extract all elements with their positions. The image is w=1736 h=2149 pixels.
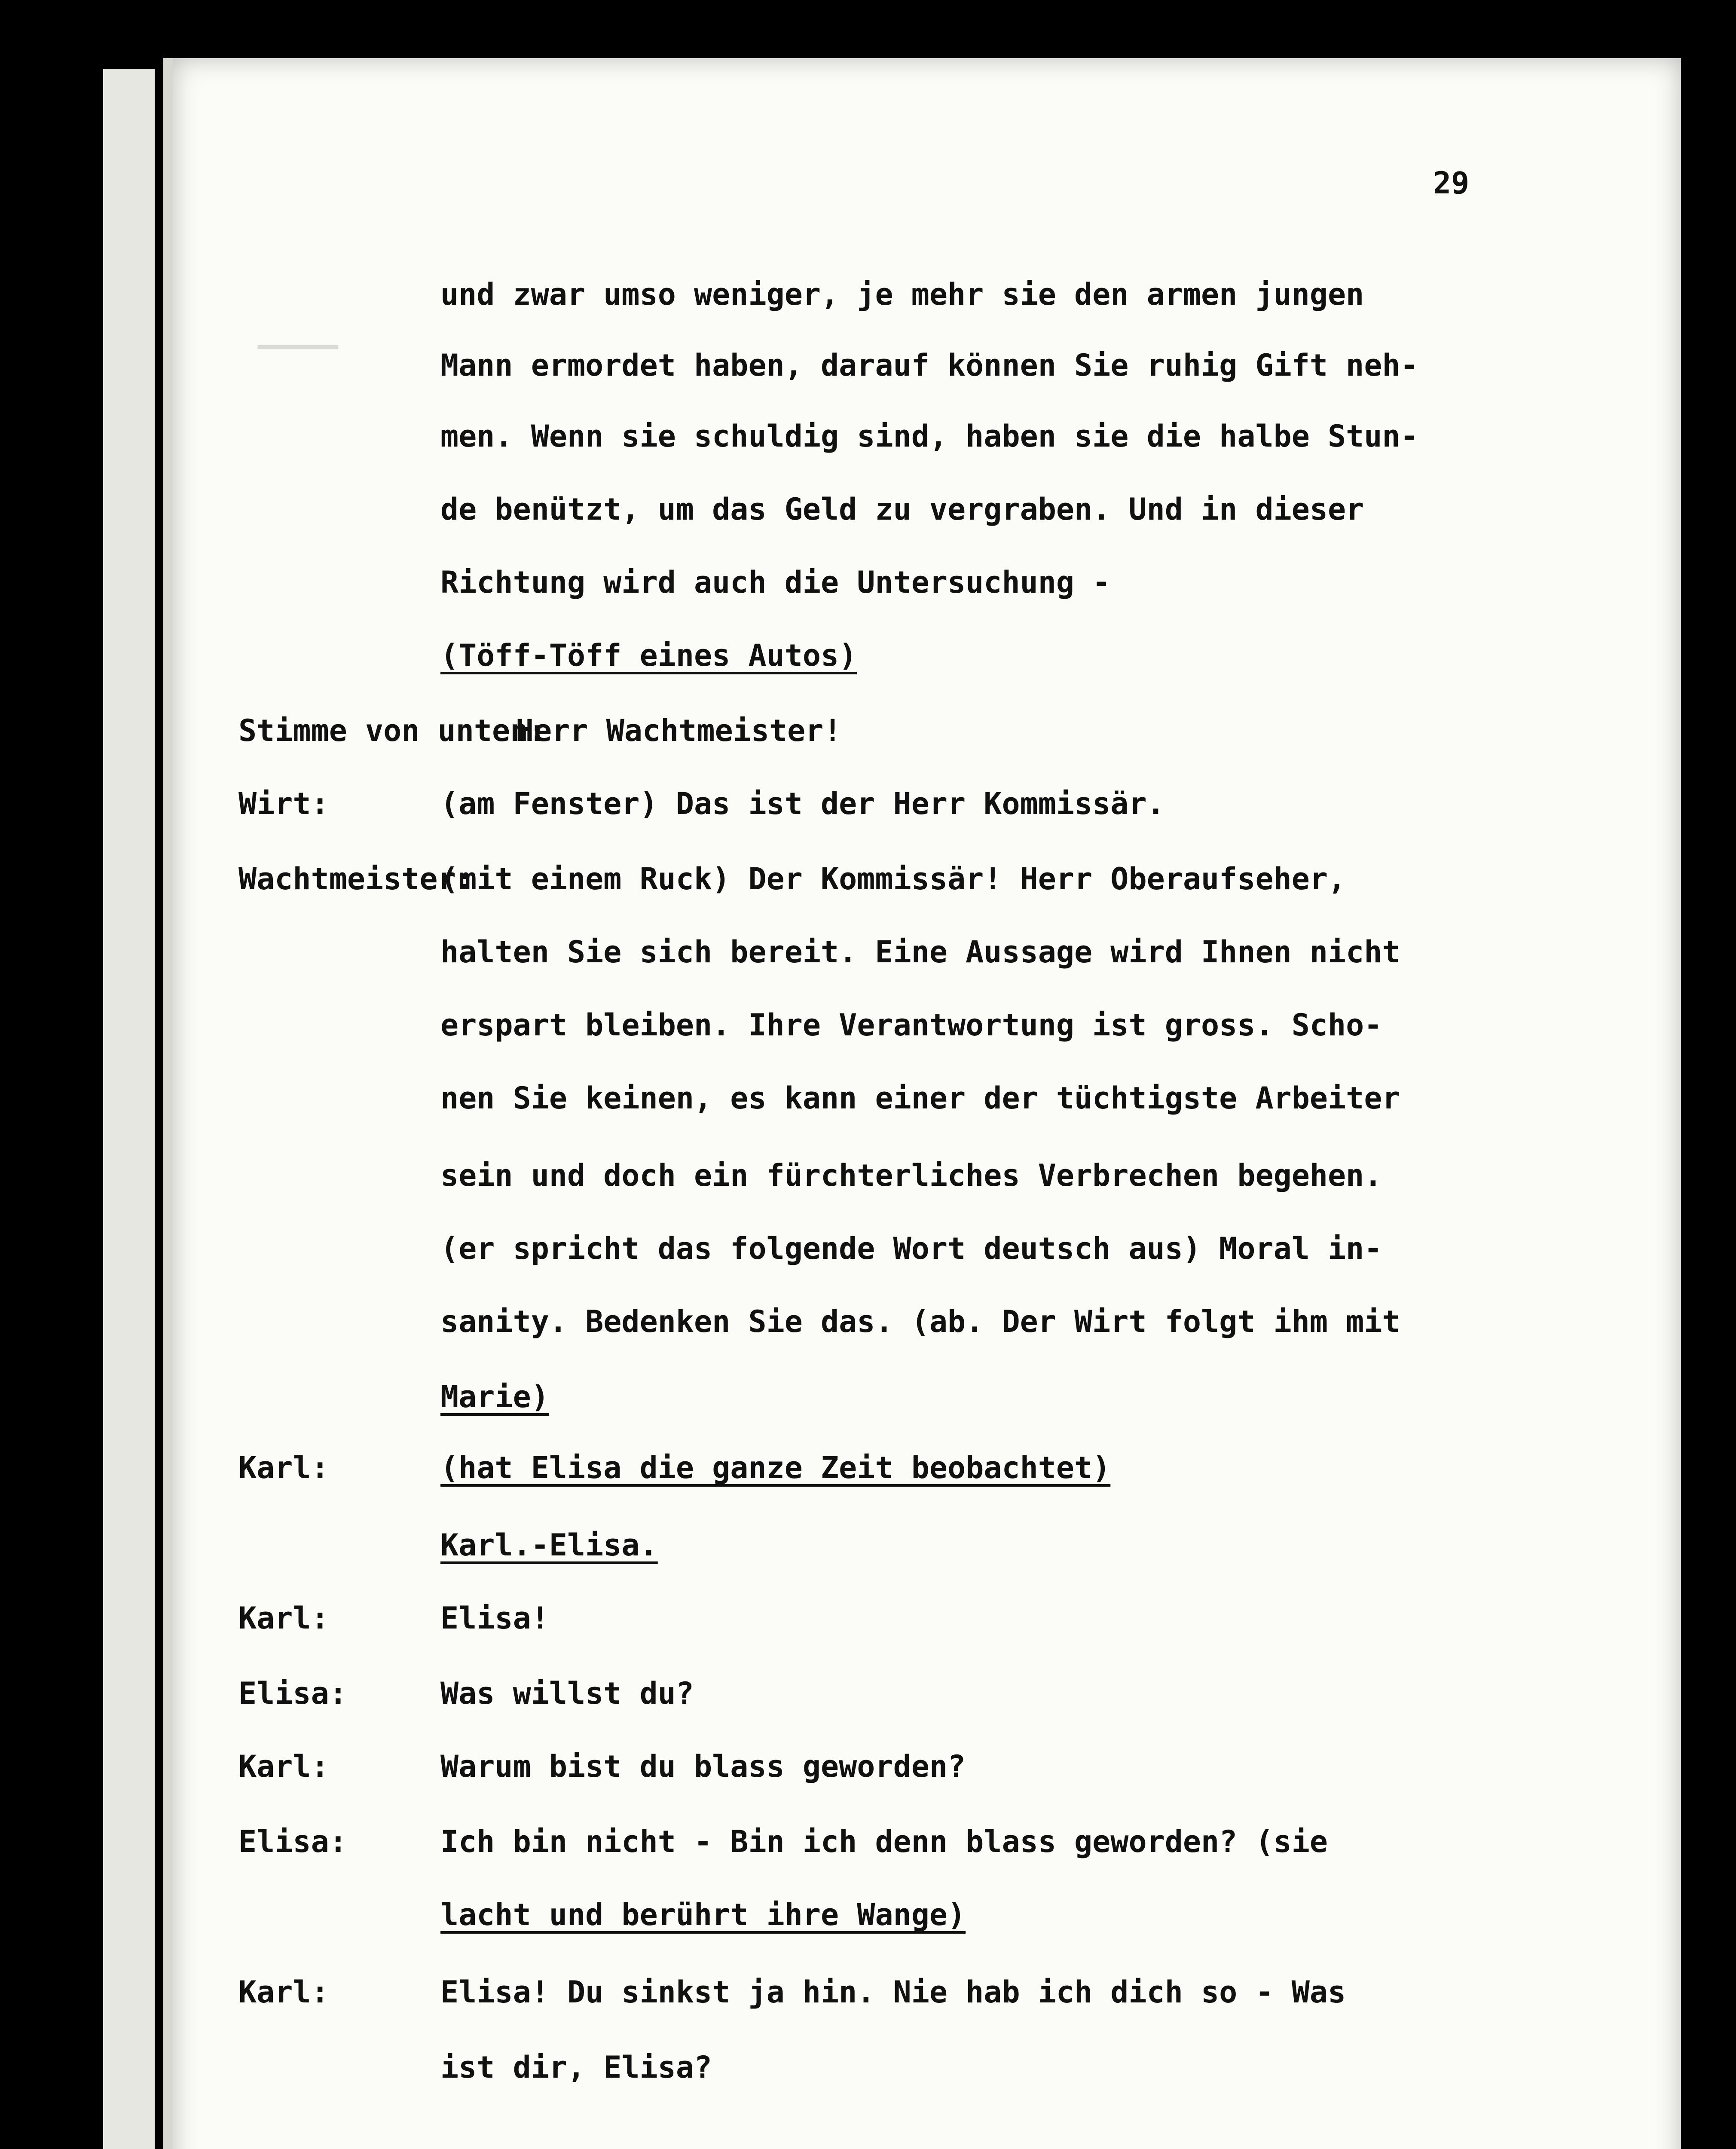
dialogue-line: Ich bin nicht - Bin ich denn blass geworden? (sie (440, 1824, 1328, 1859)
page-edge-strip (103, 69, 155, 2149)
dialogue-line: de benützt, um das Geld zu vergraben. Und in dieser (440, 492, 1364, 527)
dialogue-line: Elisa! (440, 1601, 549, 1636)
speaker-label: Wirt: (238, 786, 329, 821)
dialogue-line: nen Sie keinen, es kann einer der tüchtigste Arbeiter (440, 1081, 1400, 1116)
dialogue-line: men. Wenn sie schuldig sind, haben sie die halbe Stun- (440, 419, 1418, 454)
dialogue-line: Marie) (440, 1379, 549, 1414)
dialogue-line: (am Fenster) Das ist der Herr Kommissär. (440, 786, 1165, 821)
dialogue-line: Richtung wird auch die Untersuchung - (440, 565, 1111, 600)
dialogue-line: Herr Wachtmeister! (516, 713, 842, 748)
speaker-label: Karl: (238, 1601, 329, 1636)
dialogue-line: Was willst du? (440, 1676, 694, 1711)
speaker-label: Karl: (238, 1975, 329, 2010)
speaker-label: Wachtmeister: (238, 861, 474, 897)
speaker-label: Karl: (238, 1749, 329, 1784)
dialogue-line: Mann ermordet haben, darauf können Sie ruhig Gift neh- (440, 348, 1418, 383)
dialogue-line: erspart bleiben. Ihre Verantwortung ist gross. Scho- (440, 1007, 1382, 1043)
bleed-through: ▁▁▁▁▁ (258, 318, 338, 349)
dialogue-line: ist dir, Elisa? (440, 2050, 712, 2085)
dialogue-line: Karl.-Elisa. (440, 1528, 658, 1563)
page-number: 29 (1433, 165, 1470, 201)
dialogue-line: (hat Elisa die ganze Zeit beobachtet) (440, 1450, 1111, 1485)
dialogue-line: lacht und berührt ihre Wange) (440, 1897, 966, 1932)
speaker-label: Elisa: (238, 1824, 347, 1859)
speaker-label: Elisa: (238, 1676, 347, 1711)
dialogue-line: Elisa! Du sinkst ja hin. Nie hab ich dich so - Was (440, 1975, 1346, 2010)
dialogue-line: halten Sie sich bereit. Eine Aussage wird Ihnen nicht (440, 934, 1400, 970)
dialogue-line: sanity. Bedenken Sie das. (ab. Der Wirt folgt ihm mit (440, 1304, 1400, 1339)
dialogue-line: sein und doch ein fürchterliches Verbrechen begehen. (440, 1158, 1382, 1193)
dialogue-line: Warum bist du blass geworden? (440, 1749, 966, 1784)
speaker-label: Karl: (238, 1450, 329, 1485)
speaker-label: Stimme von unten: (238, 713, 547, 748)
dialogue-line: und zwar umso weniger, je mehr sie den armen jungen (440, 277, 1364, 312)
dialogue-line: (Töff-Töff eines Autos) (440, 638, 857, 673)
dialogue-line: (mit einem Ruck) Der Kommissär! Herr Oberaufseher, (440, 861, 1346, 897)
dialogue-line: (er spricht das folgende Wort deutsch aus) Moral in- (440, 1231, 1382, 1266)
